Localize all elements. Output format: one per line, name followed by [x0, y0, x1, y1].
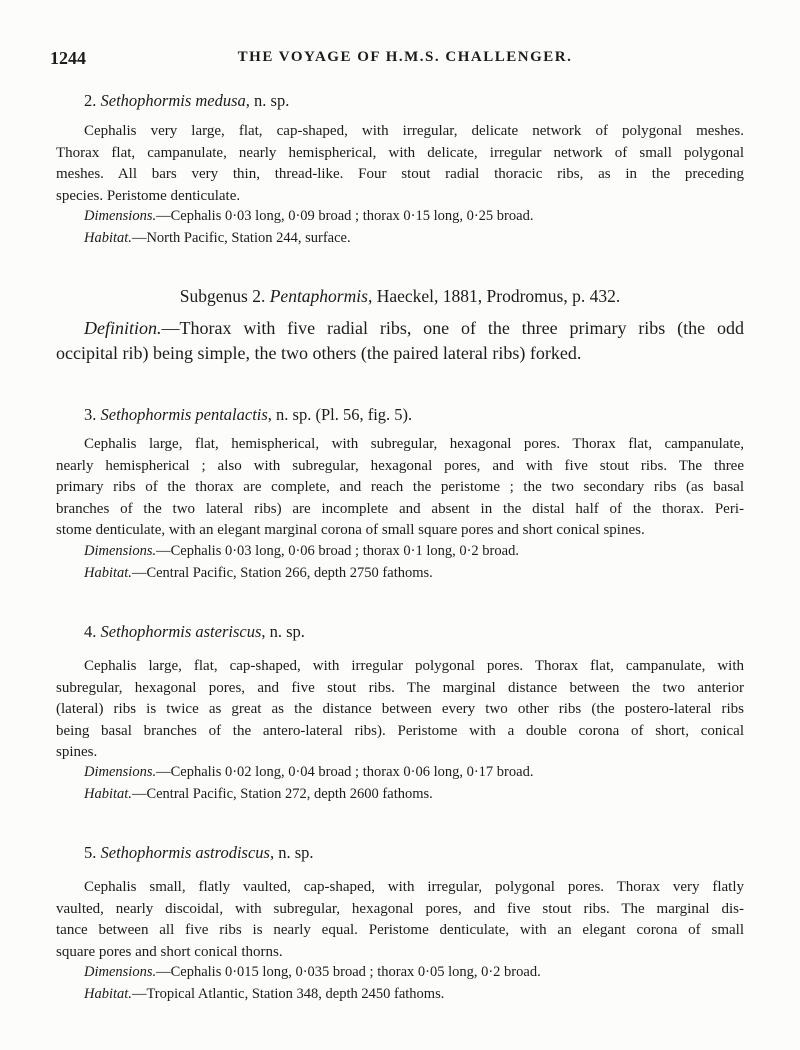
species-suffix: , n. sp. (Pl. 56, fig. 5). [267, 405, 413, 424]
habitat-label: Habitat. [84, 986, 132, 1002]
dimensions-label: Dimensions. [84, 764, 157, 780]
habitat-label: Habitat. [84, 565, 132, 581]
description-line: square pores and short conical thorns. [56, 943, 283, 960]
species-number: 4. [84, 622, 97, 641]
dimensions-text: —Cephalis 0·03 long, 0·06 broad ; thorax 0·1 long, 0·2 broad. [156, 543, 519, 559]
habitat-astrodiscus [84, 986, 444, 1003]
description-line: Cephalis small, flatly vaulted, cap-shaped, with irregular, polygonal pores. Thorax very flatly [84, 879, 744, 895]
description-line: subregular, hexagonal pores, and five stout ribs. The marginal distance between the two anterior [56, 679, 744, 696]
definition-label: Definition. [84, 318, 162, 338]
habitat-text: —Central Pacific, Station 266, depth 2750 fathoms. [131, 565, 433, 581]
dimensions-astrodiscus [84, 964, 541, 981]
description-line: spines. [56, 744, 98, 760]
subgenus-suffix: , Haeckel, 1881, Prodromus, p. 432. [367, 286, 621, 306]
dimensions-asteriscus [84, 764, 533, 781]
habitat-medusa [84, 230, 351, 247]
dimensions-label: Dimensions. [84, 208, 157, 224]
species-name: Sethophormis astrodiscus [100, 843, 270, 862]
description-line: Thorax flat, campanulate, nearly hemispherical, with delicate, irregular network of small polygonal [56, 144, 744, 161]
description-line: meshes. All bars very thin, thread-like. Four stout radial thoracic ribs, as in the preceding [56, 166, 744, 182]
description-line: tance between all five ribs is nearly equal. Peristome denticulate, with an elegant corona of small [56, 922, 744, 938]
species-description-astrodiscus [56, 877, 744, 963]
habitat-text: —Central Pacific, Station 272, depth 2600 fathoms. [131, 786, 433, 802]
description-line: stome denticulate, with an elegant marginal corona of small square pores and short conical spines. [56, 522, 645, 538]
description-line: nearly hemispherical ; also with subregular, hexagonal pores, and with five stout ribs. The three [56, 457, 744, 474]
description-line: Cephalis large, flat, cap-shaped, with irregular polygonal pores. Thorax flat, campanulate, with [84, 658, 744, 674]
description-line: vaulted, nearly discoidal, with subregular, hexagonal pores, and five stout ribs. The marginal dis- [56, 900, 744, 917]
habitat-pentalactis [84, 565, 433, 582]
dimensions-text: —Cephalis 0·03 long, 0·09 broad ; thorax 0·15 long, 0·25 broad. [156, 208, 534, 224]
dimensions-text: —Cephalis 0·02 long, 0·04 broad ; thorax 0·06 long, 0·17 broad. [156, 764, 534, 780]
page-header [50, 48, 760, 70]
species-suffix: , n. sp. [269, 843, 314, 862]
species-description-medusa [56, 121, 744, 207]
description-line: Cephalis very large, flat, cap-shaped, with irregular, delicate network of polygonal meshes. [84, 123, 744, 139]
dimensions-pentalactis [84, 543, 519, 560]
species-heading-pentalactis [84, 405, 412, 425]
species-number: 2. [84, 91, 97, 110]
species-name: Sethophormis pentalactis [100, 405, 268, 424]
definition-line: occipital rib) being simple, the two others (the paired lateral ribs) forked. [56, 343, 582, 363]
species-number: 5. [84, 843, 97, 862]
species-suffix: , n. sp. [245, 91, 290, 110]
habitat-label: Habitat. [84, 786, 132, 802]
definition-text: —Thorax with five radial ribs, one of the three primary ribs (the odd [161, 318, 744, 338]
habitat-text: —Tropical Atlantic, Station 348, depth 2450 fathoms. [131, 986, 445, 1002]
description-line: primary ribs of the thorax are complete, and reach the peristome ; the two secondary ribs (as basal [56, 479, 744, 495]
subgenus-heading [0, 286, 800, 307]
species-description-asteriscus [56, 656, 744, 764]
subgenus-name: Pentaphormis [269, 286, 368, 306]
dimensions-medusa [84, 208, 533, 225]
description-line: branches of the two lateral ribs) are incomplete and absent in the distal half of the thorax. Peri- [56, 500, 744, 517]
species-name: Sethophormis medusa [100, 91, 246, 110]
species-heading-asteriscus [84, 622, 305, 642]
species-suffix: , n. sp. [261, 622, 305, 641]
species-heading-medusa [84, 91, 289, 111]
description-line: species. Peristome denticulate. [56, 187, 241, 204]
habitat-label: Habitat. [84, 230, 132, 246]
species-heading-astrodiscus [84, 843, 314, 863]
subgenus-prefix: Subgenus 2. [179, 286, 270, 306]
dimensions-label: Dimensions. [84, 543, 157, 559]
subgenus-definition [56, 316, 744, 366]
species-name: Sethophormis asteriscus [100, 622, 262, 641]
species-number: 3. [84, 405, 97, 424]
running-title: THE VOYAGE OF H.M.S. CHALLENGER. [237, 49, 573, 65]
description-line: (lateral) ribs is twice as great as the distance between every two other ribs (the postero-lateral ribs [56, 701, 744, 717]
dimensions-text: —Cephalis 0·015 long, 0·035 broad ; thorax 0·05 long, 0·2 broad. [156, 964, 541, 980]
definition-line [56, 316, 744, 341]
description-line: Cephalis large, flat, hemispherical, with subregular, hexagonal pores. Thorax flat, campanulate, [84, 436, 744, 452]
description-line: being basal branches of the antero-lateral ribs). Peristome with a double corona of short, conical [56, 722, 744, 739]
page-number: 1244 [50, 48, 86, 68]
habitat-asteriscus [84, 786, 433, 803]
habitat-text: —North Pacific, Station 244, surface. [131, 230, 351, 246]
dimensions-label: Dimensions. [84, 964, 157, 980]
species-description-pentalactis [56, 434, 744, 542]
